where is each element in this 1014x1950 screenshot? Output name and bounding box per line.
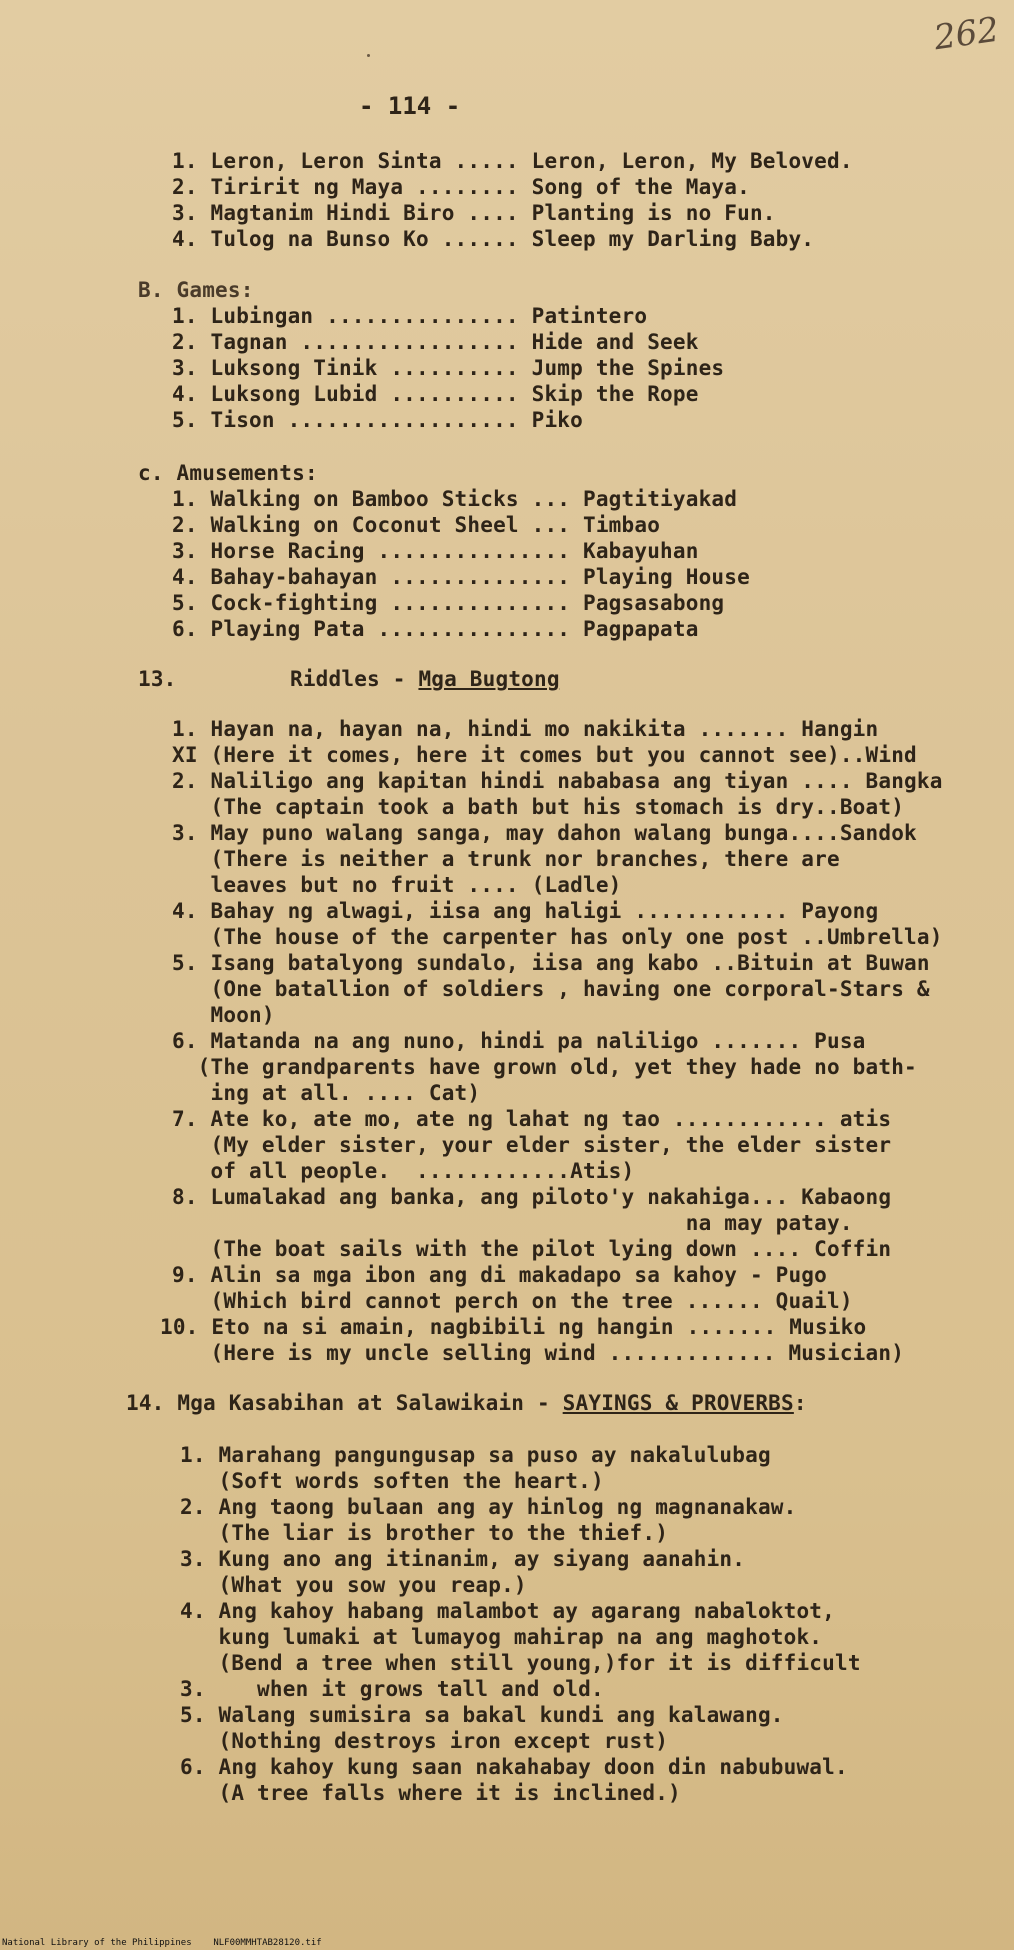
saying-line: 5. Walang sumisira sa bakal kundi ang kalawang.	[180, 1703, 784, 1727]
saying-line: (Soft words soften the heart.)	[180, 1469, 604, 1493]
amusement-2: 2. Walking on Coconut Sheel ... Timbao	[172, 513, 661, 537]
song-3: 3. Magtanim Hindi Biro .... Planting is no Fun.	[172, 201, 776, 225]
riddle-line: (Which bird cannot perch on the tree ...... Quail)	[172, 1289, 853, 1313]
riddle-line: 3. May puno walang sanga, may dahon walang bunga....Sandok	[172, 821, 917, 845]
riddle-line: leaves but no fruit .... (Ladle)	[172, 873, 622, 897]
handwritten-page-number: 262	[931, 9, 1002, 59]
riddle-line: XI (Here it comes, here it comes but you cannot see)..Wind	[172, 743, 917, 767]
saying-line: 2. Ang taong bulaan ang ay hinlog ng magnanakaw.	[180, 1495, 797, 1519]
saying-line: (What you sow you reap.)	[180, 1573, 527, 1597]
amusement-4: 4. Bahay-bahayan .............. Playing House	[172, 565, 750, 589]
song-4: 4. Tulog na Bunso Ko ...... Sleep my Darling Baby.	[172, 227, 815, 251]
riddle-line: ing at all. .... Cat)	[172, 1081, 481, 1105]
riddle-line: (There is neither a trunk nor branches, there are	[172, 847, 840, 871]
riddle-line: (Here is my uncle selling wind ............. Musician)	[172, 1341, 905, 1365]
sayings-heading: 14. Mga Kasabihan at Salawikain - SAYINGS & PROVERBS:	[126, 1391, 807, 1415]
game-2: 2. Tagnan ................. Hide and Seek	[172, 330, 699, 354]
riddles-section-number: 13.	[138, 667, 177, 691]
saying-line: 3. Kung ano ang itinanim, ay siyang aanahin.	[180, 1547, 746, 1571]
saying-line: 6. Ang kahoy kung saan nakahabay doon din nabubuwal.	[180, 1755, 848, 1779]
riddle-line: 8. Lumalakad ang banka, ang piloto'y nakahiga... Kabaong	[172, 1185, 892, 1209]
saying-line: 3. when it grows tall and old.	[180, 1677, 604, 1701]
ink-speck	[367, 54, 370, 57]
amusements-heading: c. Amusements:	[138, 461, 318, 485]
riddle-line: 1. Hayan na, hayan na, hindi mo nakikita ....... Hangin	[172, 717, 879, 741]
saying-line: kung lumaki at lumayog mahirap na ang maghotok.	[180, 1625, 823, 1649]
saying-line: (Nothing destroys iron except rust)	[180, 1729, 669, 1753]
riddle-line: 9. Alin sa mga ibon ang di makadapo sa kahoy - Pugo	[172, 1263, 827, 1287]
riddle-line: (The boat sails with the pilot lying down .... Coffin	[172, 1237, 892, 1261]
saying-line: 1. Marahang pangungusap sa puso ay nakalulubag	[180, 1443, 771, 1467]
amusement-1: 1. Walking on Bamboo Sticks ... Pagtitiyakad	[172, 487, 738, 511]
riddle-line: (The house of the carpenter has only one post ..Umbrella)	[172, 925, 943, 949]
riddle-line: (The grandparents have grown old, yet they hade no bath-	[172, 1055, 917, 1079]
saying-line: 4. Ang kahoy habang malambot ay agarang nabaloktot,	[180, 1599, 835, 1623]
amusement-3: 3. Horse Racing ............... Kabayuhan	[172, 539, 699, 563]
riddle-line: (One batallion of soldiers , having one corporal-Stars &	[172, 977, 930, 1001]
saying-line: (The liar is brother to the thief.)	[180, 1521, 669, 1545]
song-2: 2. Tiririt ng Maya ........ Song of the Maya.	[172, 175, 750, 199]
riddle-line: Moon)	[172, 1003, 275, 1027]
game-1: 1. Lubingan ............... Patintero	[172, 304, 648, 328]
riddle-line: 7. Ate ko, ate mo, ate ng lahat ng tao ............ atis	[172, 1107, 892, 1131]
riddle-line: na may patay.	[172, 1211, 853, 1235]
riddle-line: (The captain took a bath but his stomach is dry..Boat)	[172, 795, 905, 819]
saying-line: (Bend a tree when still young,)for it is difficult	[180, 1651, 861, 1675]
game-3: 3. Luksong Tinik .......... Jump the Spines	[172, 356, 725, 380]
riddle-line: 10. Eto na si amain, nagbibili ng hangin ....... Musiko	[160, 1315, 867, 1339]
scan-footer: National Library of the Philippines NLF00MMHTAB28120.tif	[2, 1938, 322, 1948]
riddle-line: 2. Naliligo ang kapitan hindi nababasa ang tiyan .... Bangka	[172, 769, 943, 793]
riddles-heading: Riddles - Mga Bugtong	[290, 667, 560, 691]
riddle-line: (My elder sister, your elder sister, the elder sister	[172, 1133, 892, 1157]
game-5: 5. Tison .................. Piko	[172, 408, 583, 432]
riddle-line: of all people. ............Atis)	[172, 1159, 635, 1183]
saying-line: (A tree falls where it is inclined.)	[180, 1781, 681, 1805]
games-heading: B. Games:	[138, 278, 254, 302]
game-4: 4. Luksong Lubid .......... Skip the Rope	[172, 382, 699, 406]
amusement-6: 6. Playing Pata ............... Pagpapata	[172, 617, 699, 641]
page-number: - 114 -	[359, 92, 461, 120]
amusement-5: 5. Cock-fighting .............. Pagsasabong	[172, 591, 725, 615]
song-1: 1. Leron, Leron Sinta ..... Leron, Leron, My Beloved.	[172, 149, 853, 173]
riddle-line: 4. Bahay ng alwagi, iisa ang haligi ............ Payong	[172, 899, 879, 923]
riddle-line: 5. Isang batalyong sundalo, iisa ang kabo ..Bituin at Buwan	[172, 951, 930, 975]
riddle-line: 6. Matanda na ang nuno, hindi pa naliligo ....... Pusa	[172, 1029, 866, 1053]
